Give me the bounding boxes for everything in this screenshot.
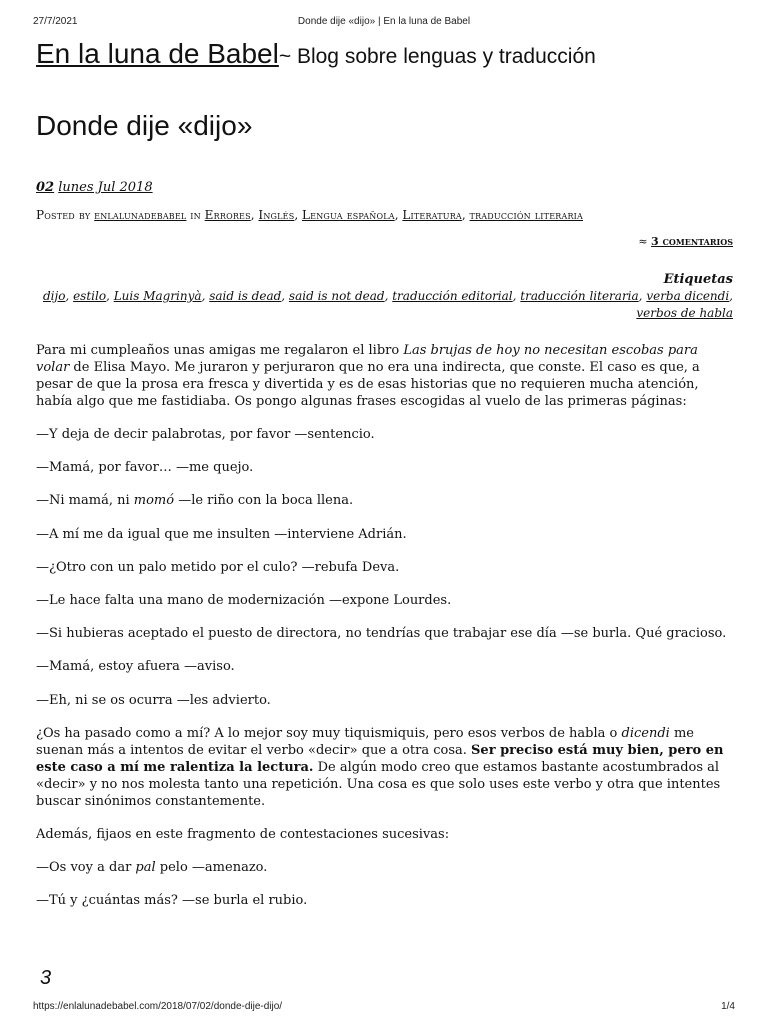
site-title-link[interactable]: En la luna de Babel	[36, 38, 279, 69]
in-label: in	[190, 208, 201, 222]
tag-link[interactable]: traducción literaria	[520, 289, 639, 303]
category-link[interactable]: Lengua española	[302, 208, 395, 222]
dialogue-line: —Eh, ni se os ocurra —les advierto.	[36, 692, 271, 708]
paragraph: Además, fijaos en este fragmento de contestaciones sucesivas:	[36, 826, 450, 842]
tag-link[interactable]: verbos de habla	[636, 306, 733, 320]
dialogue-text: —le riño con la boca llena.	[174, 493, 354, 509]
paragraph-text: de Elisa Mayo. Me juraron y perjuraron que no era una indirecta, que conste. El caso es que, a pesar de que la prosa era fresca y divertida y es de esas historias que no requieren mucha atención, había algo que me fastidiaba. Os pongo algunas frases escogidas al vuelo de las primeras páginas:	[36, 360, 700, 409]
site-header	[36, 38, 748, 70]
tags-block	[36, 271, 733, 322]
dialogue-text: pelo —amenazo.	[155, 859, 268, 875]
site-description: ~ Blog sobre lenguas y traducción	[278, 45, 596, 68]
post-date-text[interactable]: lunes Jul 2018	[58, 180, 153, 195]
dialogue-line: —Le hace falta una mano de modernización —expone Lourdes.	[36, 592, 452, 608]
dialogue-line: —Mamá, por favor… —me quejo.	[36, 460, 254, 476]
dialogue-line: —Si hubieras aceptado el puesto de directora, no tendrías que trabajar ese día —se burla. Qué gracioso.	[36, 626, 727, 642]
paragraph-bold: Ser preciso está muy bien, pero en este caso a mí me ralentiza la lectura.	[36, 742, 724, 775]
print-page-title: Donde dije «dijo» | En la luna de Babel	[297, 16, 471, 27]
paragraph-text: me suenan más a intentos de evitar el verbo «decir» que a otra cosa.	[36, 725, 694, 758]
post-date[interactable]	[36, 180, 733, 195]
dialogue-text: —Ni mamá, ni	[36, 493, 134, 509]
post-title: Donde dije «dijo»	[36, 110, 253, 141]
paragraph	[36, 342, 733, 410]
paragraph-text: De algún modo creo que estamos bastante acostumbrados al «decir» y no nos molesta tanto una repetición. Una cosa es que solo uses este verbo y otra que intentes buscar sinónimos constantemente.	[36, 759, 721, 809]
paragraph-italic: dicendi	[621, 725, 670, 741]
tags-heading: Etiquetas	[663, 272, 733, 287]
dialogue-line: —Y deja de decir palabrotas, por favor —sentencio.	[36, 427, 375, 442]
tag-link[interactable]: estilo	[73, 289, 107, 303]
post-meta: Posted by enlalunadebabel in Errores, Inglés, Lengua española, Literatura, traducción literaria	[36, 208, 584, 222]
tag-link[interactable]: traducción editorial	[392, 289, 513, 303]
comments-row	[36, 235, 733, 248]
dialogue-line	[36, 492, 733, 509]
tag-link[interactable]: dijo	[42, 289, 66, 303]
dialogue-line	[36, 859, 733, 876]
post-date-day[interactable]: 02	[36, 180, 55, 195]
book-title: Las brujas de hoy no necesitan escobas para volar	[36, 343, 698, 375]
category-link[interactable]: Literatura	[402, 208, 462, 222]
dialogue-line: —Mamá, estoy afuera —aviso.	[36, 659, 235, 675]
category-link[interactable]: Inglés	[258, 208, 295, 222]
dialogue-text: —Os voy a dar	[36, 859, 136, 875]
print-page-count: 1/4	[721, 1001, 735, 1012]
tag-link[interactable]: said is dead	[209, 289, 282, 303]
comments-icon: ≈	[638, 235, 648, 248]
tag-link[interactable]: said is not dead	[288, 289, 385, 303]
paragraph-text: ¿Os ha pasado como a mí? A lo mejor soy muy tiquismiquis, pero esos verbos de habla o	[36, 725, 622, 741]
post-content	[36, 180, 733, 925]
print-url: https://enlalunadebabel.com/2018/07/02/donde-dije-dijo/	[33, 1001, 283, 1012]
print-date: 27/7/2021	[33, 16, 78, 27]
tag-link[interactable]: Luis Magrinyà	[113, 289, 202, 303]
dialogue-line: —¿Otro con un palo metido por el culo? —rebufa Deva.	[36, 559, 400, 575]
comments-link[interactable]: 3 comentarios	[651, 235, 733, 248]
author-link[interactable]: enlalunadebabel	[94, 208, 187, 222]
paragraph	[36, 725, 733, 810]
paragraph-text: Para mi cumpleaños unas amigas me regalaron el libro	[36, 343, 404, 358]
dialogue-italic: momó	[133, 493, 175, 509]
category-link[interactable]: traducción literaria	[469, 208, 584, 222]
dialogue-line: —A mí me da igual que me insulten —interviene Adrián.	[36, 526, 407, 542]
tag-link[interactable]: verba dicendi	[646, 289, 730, 303]
dialogue-italic: pal	[135, 859, 156, 875]
post-body	[36, 342, 733, 909]
category-link[interactable]: Errores	[204, 208, 251, 222]
page-number: 3	[40, 967, 52, 989]
dialogue-line: —Tú y ¿cuántas más? —se burla el rubio.	[36, 892, 308, 908]
posted-by-label: Posted by	[36, 208, 91, 222]
tags-list: dijo, estilo, Luis Magrinyà, said is dead, said is not dead, traducción editorial, traducción literaria, verba dicendi, verbos de habla	[42, 289, 733, 320]
